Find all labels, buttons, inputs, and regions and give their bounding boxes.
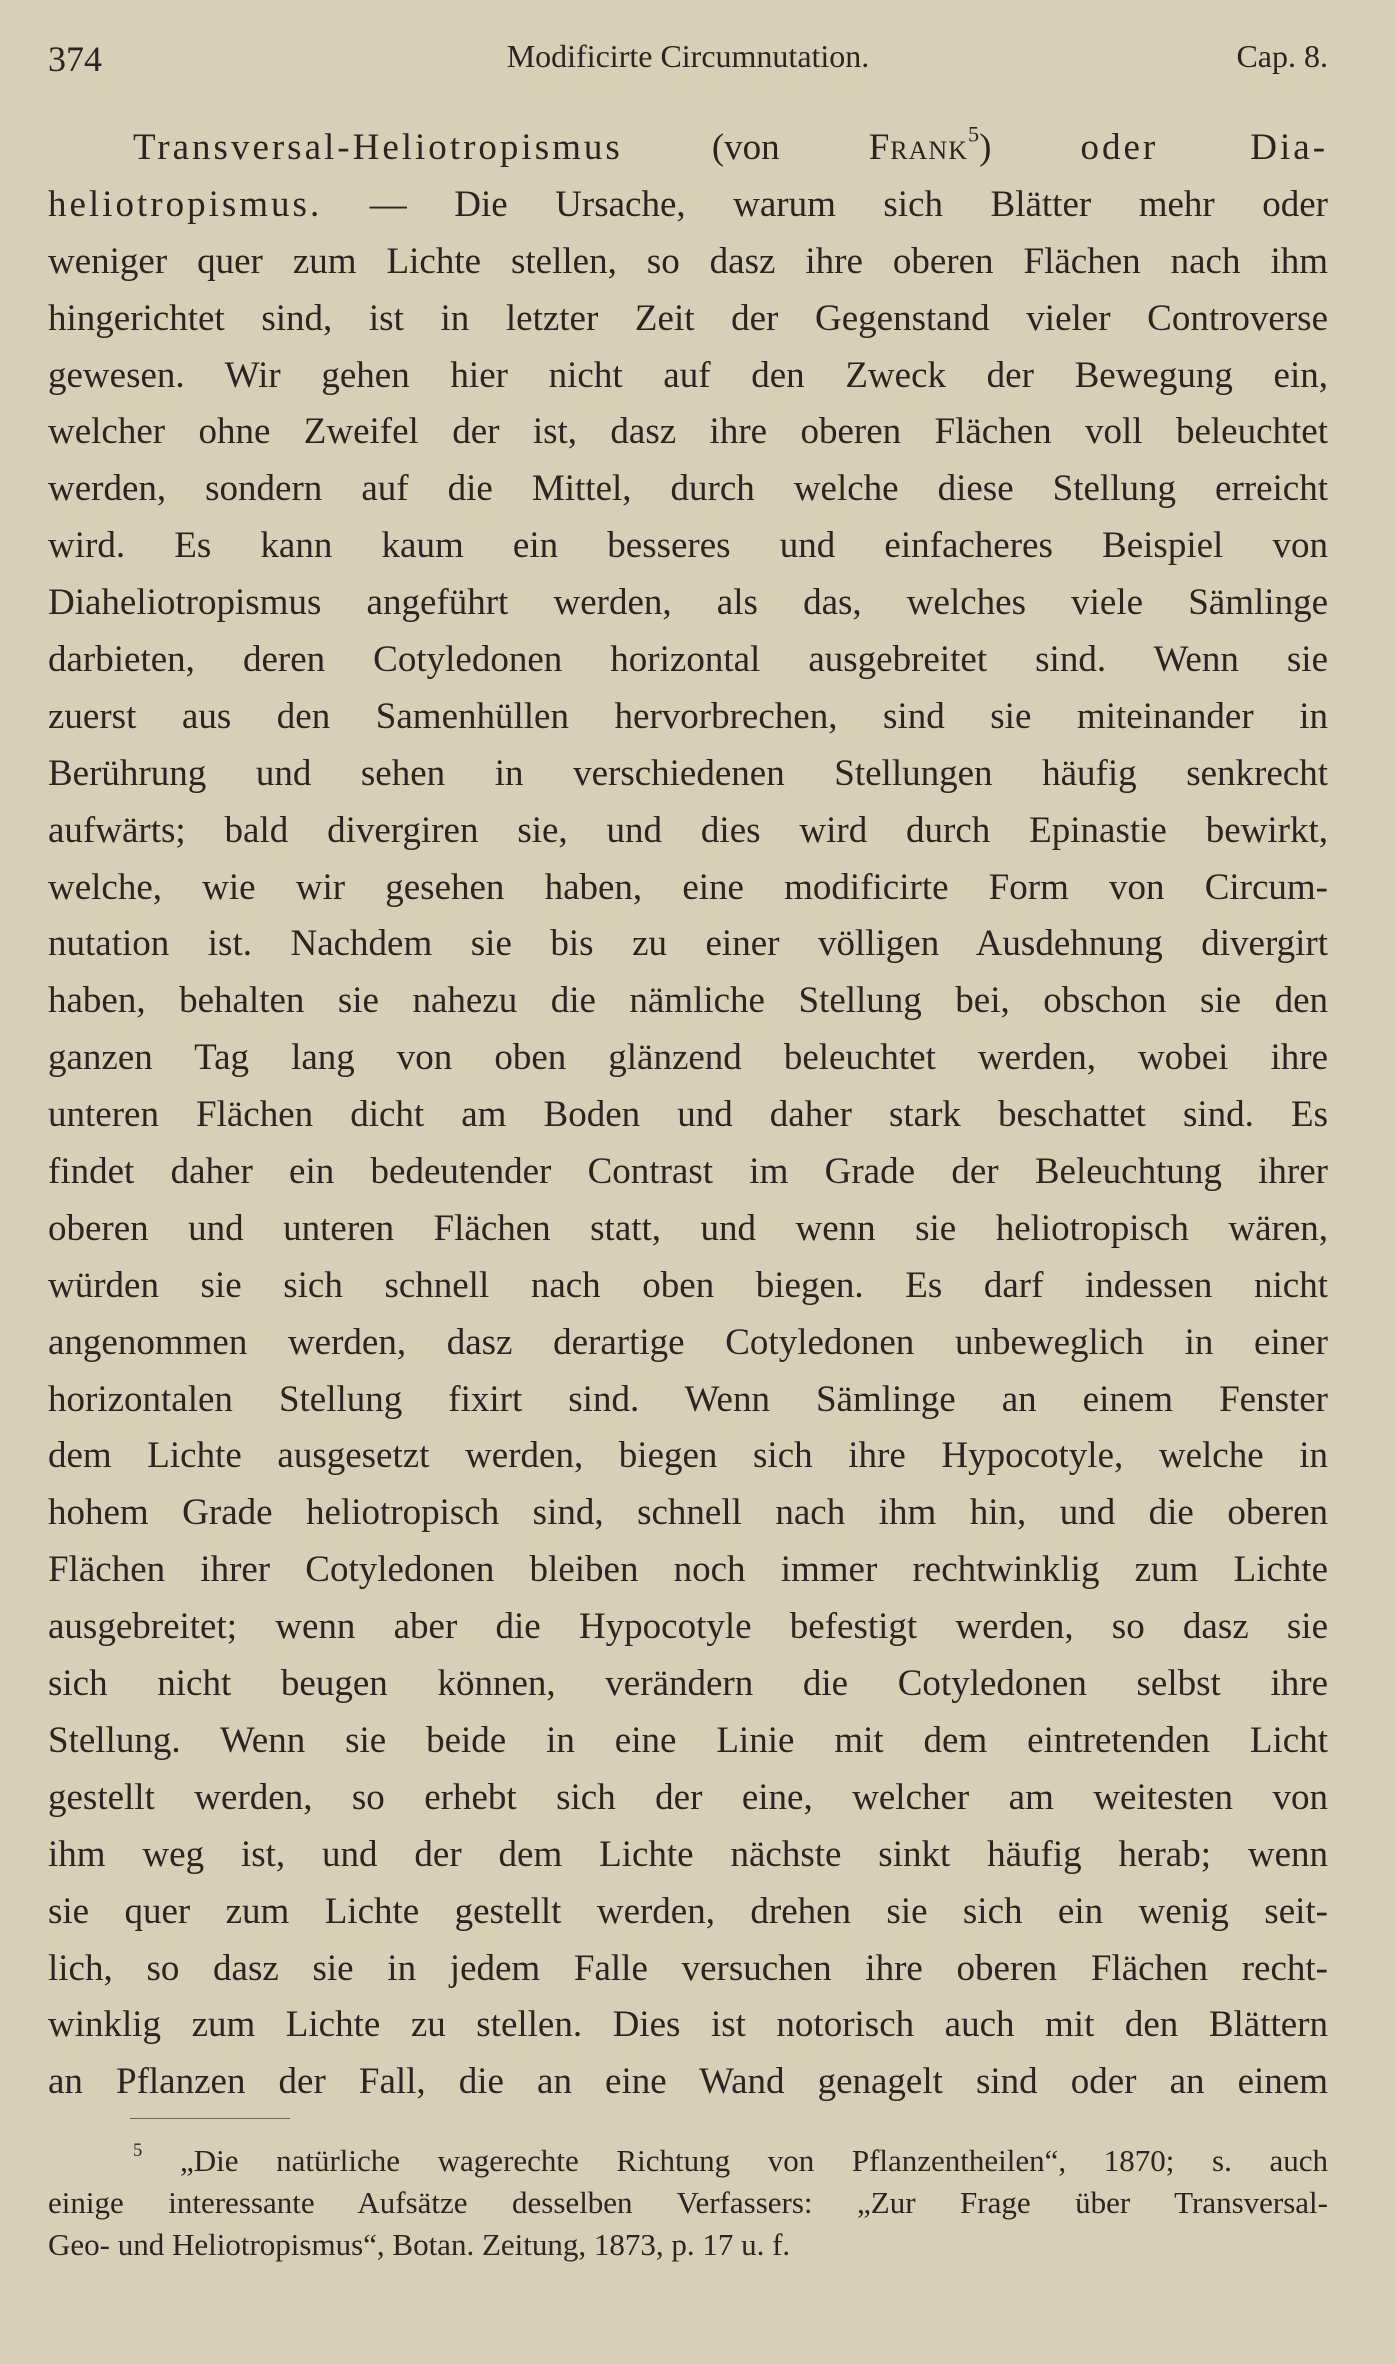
paren-close: ) [979, 127, 992, 168]
text-line: sie quer zum Lichte gestellt werden, drehen sie sich ein wenig seit- [48, 1890, 1328, 1932]
text-line: werden, sondern auf die Mittel, durch welche diese Stellung erreicht [48, 468, 1328, 510]
text-line: unteren Flächen dicht am Boden und daher stark beschattet sind. Es [48, 1094, 1328, 1136]
text-line: welcher ohne Zweifel der ist, dasz ihre oberen Flächen voll beleuchtet [48, 411, 1328, 453]
section-heading-end: heliotropismus. [48, 183, 323, 225]
text-line: hingerichtet sind, ist in letzter Zeit der Gegenstand vieler Controverse [48, 297, 1328, 339]
text-line: gewesen. Wir gehen hier nicht auf den Zweck der Bewegung ein, [48, 354, 1328, 396]
text-line: ganzen Tag lang von oben glänzend beleuchtet werden, wobei ihre [48, 1037, 1328, 1079]
text-line: darbieten, deren Cotyledonen horizontal ausgebreitet sind. Wenn sie [48, 639, 1328, 681]
page-number: 374 [48, 39, 102, 79]
text-line: haben, behalten sie nahezu die nämliche Stellung bei, obschon sie den [48, 980, 1328, 1022]
text-line: angenommen werden, dasz derartige Cotyledonen unbeweglich in einer [48, 1321, 1328, 1363]
text-line: Diaheliotropismus angeführt werden, als das, welches viele Sämlinge [48, 582, 1328, 624]
text-line: wird. Es kann kaum ein besseres und einfacheres Beispiel von [48, 525, 1328, 567]
text-line: winklig zum Lichte zu stellen. Dies ist notorisch auch mit den Blättern [48, 2004, 1328, 2046]
footnote [48, 2140, 1328, 2266]
footnote-mark: 5 [133, 2140, 143, 2162]
text-line: lich, so dasz sie in jedem Falle versuchen ihre oberen Flächen recht- [48, 1947, 1328, 1989]
text-line: welche, wie wir gesehen haben, eine modificirte Form von Circum- [48, 866, 1328, 908]
text-line: zuerst aus den Samenhüllen hervorbrechen, sind sie miteinander in [48, 695, 1328, 737]
page-header [48, 38, 1328, 88]
text-line: gestellt werden, so erhebt sich der eine, welcher am weitesten von [48, 1776, 1328, 1818]
text-line: dem Lichte ausgesetzt werden, biegen sich ihre Hypocotyle, welche in [48, 1435, 1328, 1477]
author-name: Frank [868, 127, 968, 168]
text-line: würden sie sich schnell nach oben biegen. Es darf indessen nicht [48, 1264, 1328, 1306]
text-line: aufwärts; bald divergiren sie, und dies wird durch Epinastie bewirkt, [48, 809, 1328, 851]
text-line: Berührung und sehen in verschiedenen Stellungen häufig senkrecht [48, 752, 1328, 794]
text-line: an Pflanzen der Fall, die an eine Wand genagelt sind oder an einem [48, 2061, 1328, 2103]
footnote-reference: 5 [967, 121, 980, 147]
paren-open: (von [711, 127, 869, 168]
body-text [48, 120, 1328, 2111]
chapter-label: Cap. 8. [1236, 38, 1328, 74]
text-line: sich nicht beugen können, verändern die Cotyledonen selbst ihre [48, 1663, 1328, 1705]
text-line-heading [48, 120, 1328, 177]
text-line: horizontalen Stellung fixirt sind. Wenn Sämlinge an einem Fenster [48, 1378, 1328, 1420]
text-line: oberen und unteren Flächen statt, und wenn sie heliotropisch wären, [48, 1207, 1328, 1249]
text-line: findet daher ein bedeutender Contrast im Grade der Beleuchtung ihrer [48, 1151, 1328, 1193]
footnote-line: $^5$ „Die natürliche wagerechte Richtung von Pflanzentheilen“, 1870; s. auch [133, 2140, 1328, 2178]
text-line: Flächen ihrer Cotyledonen bleiben noch immer rechtwinklig zum Lichte [48, 1549, 1328, 1591]
text-line: nutation ist. Nachdem sie bis zu einer völligen Ausdehnung divergirt [48, 923, 1328, 965]
running-title: Modificirte Circumnutation. [506, 38, 870, 74]
section-heading: Transversal-Heliotropismus [133, 127, 623, 168]
footnote-line: Geo- und Heliotropismus“, Botan. Zeitung, 1873, p. 17 u. f. [48, 2227, 791, 2262]
text-line: hohem Grade heliotropisch sind, schnell nach ihm hin, und die oberen [48, 1492, 1328, 1534]
text-line: ausgebreitet; wenn aber die Hypocotyle befestigt werden, so dasz sie [48, 1606, 1328, 1648]
section-heading-cont: oder Dia- [1080, 127, 1329, 168]
text-line: ihm weg ist, und der dem Lichte nächste sinkt häufig herab; wenn [48, 1833, 1328, 1875]
footnote-line: einige interessante Aufsätze desselben Verfassers: „Zur Frage über Transversal- [48, 2185, 1328, 2220]
text-line: heliotropismus. — Die Ursache, warum sich Blätter mehr oder [48, 183, 1328, 225]
footnote-divider [130, 2118, 290, 2119]
text-line: weniger quer zum Lichte stellen, so dasz ihre oberen Flächen nach ihm [48, 240, 1328, 282]
text-line: Stellung. Wenn sie beide in eine Linie mit dem eintretenden Licht [48, 1719, 1328, 1761]
